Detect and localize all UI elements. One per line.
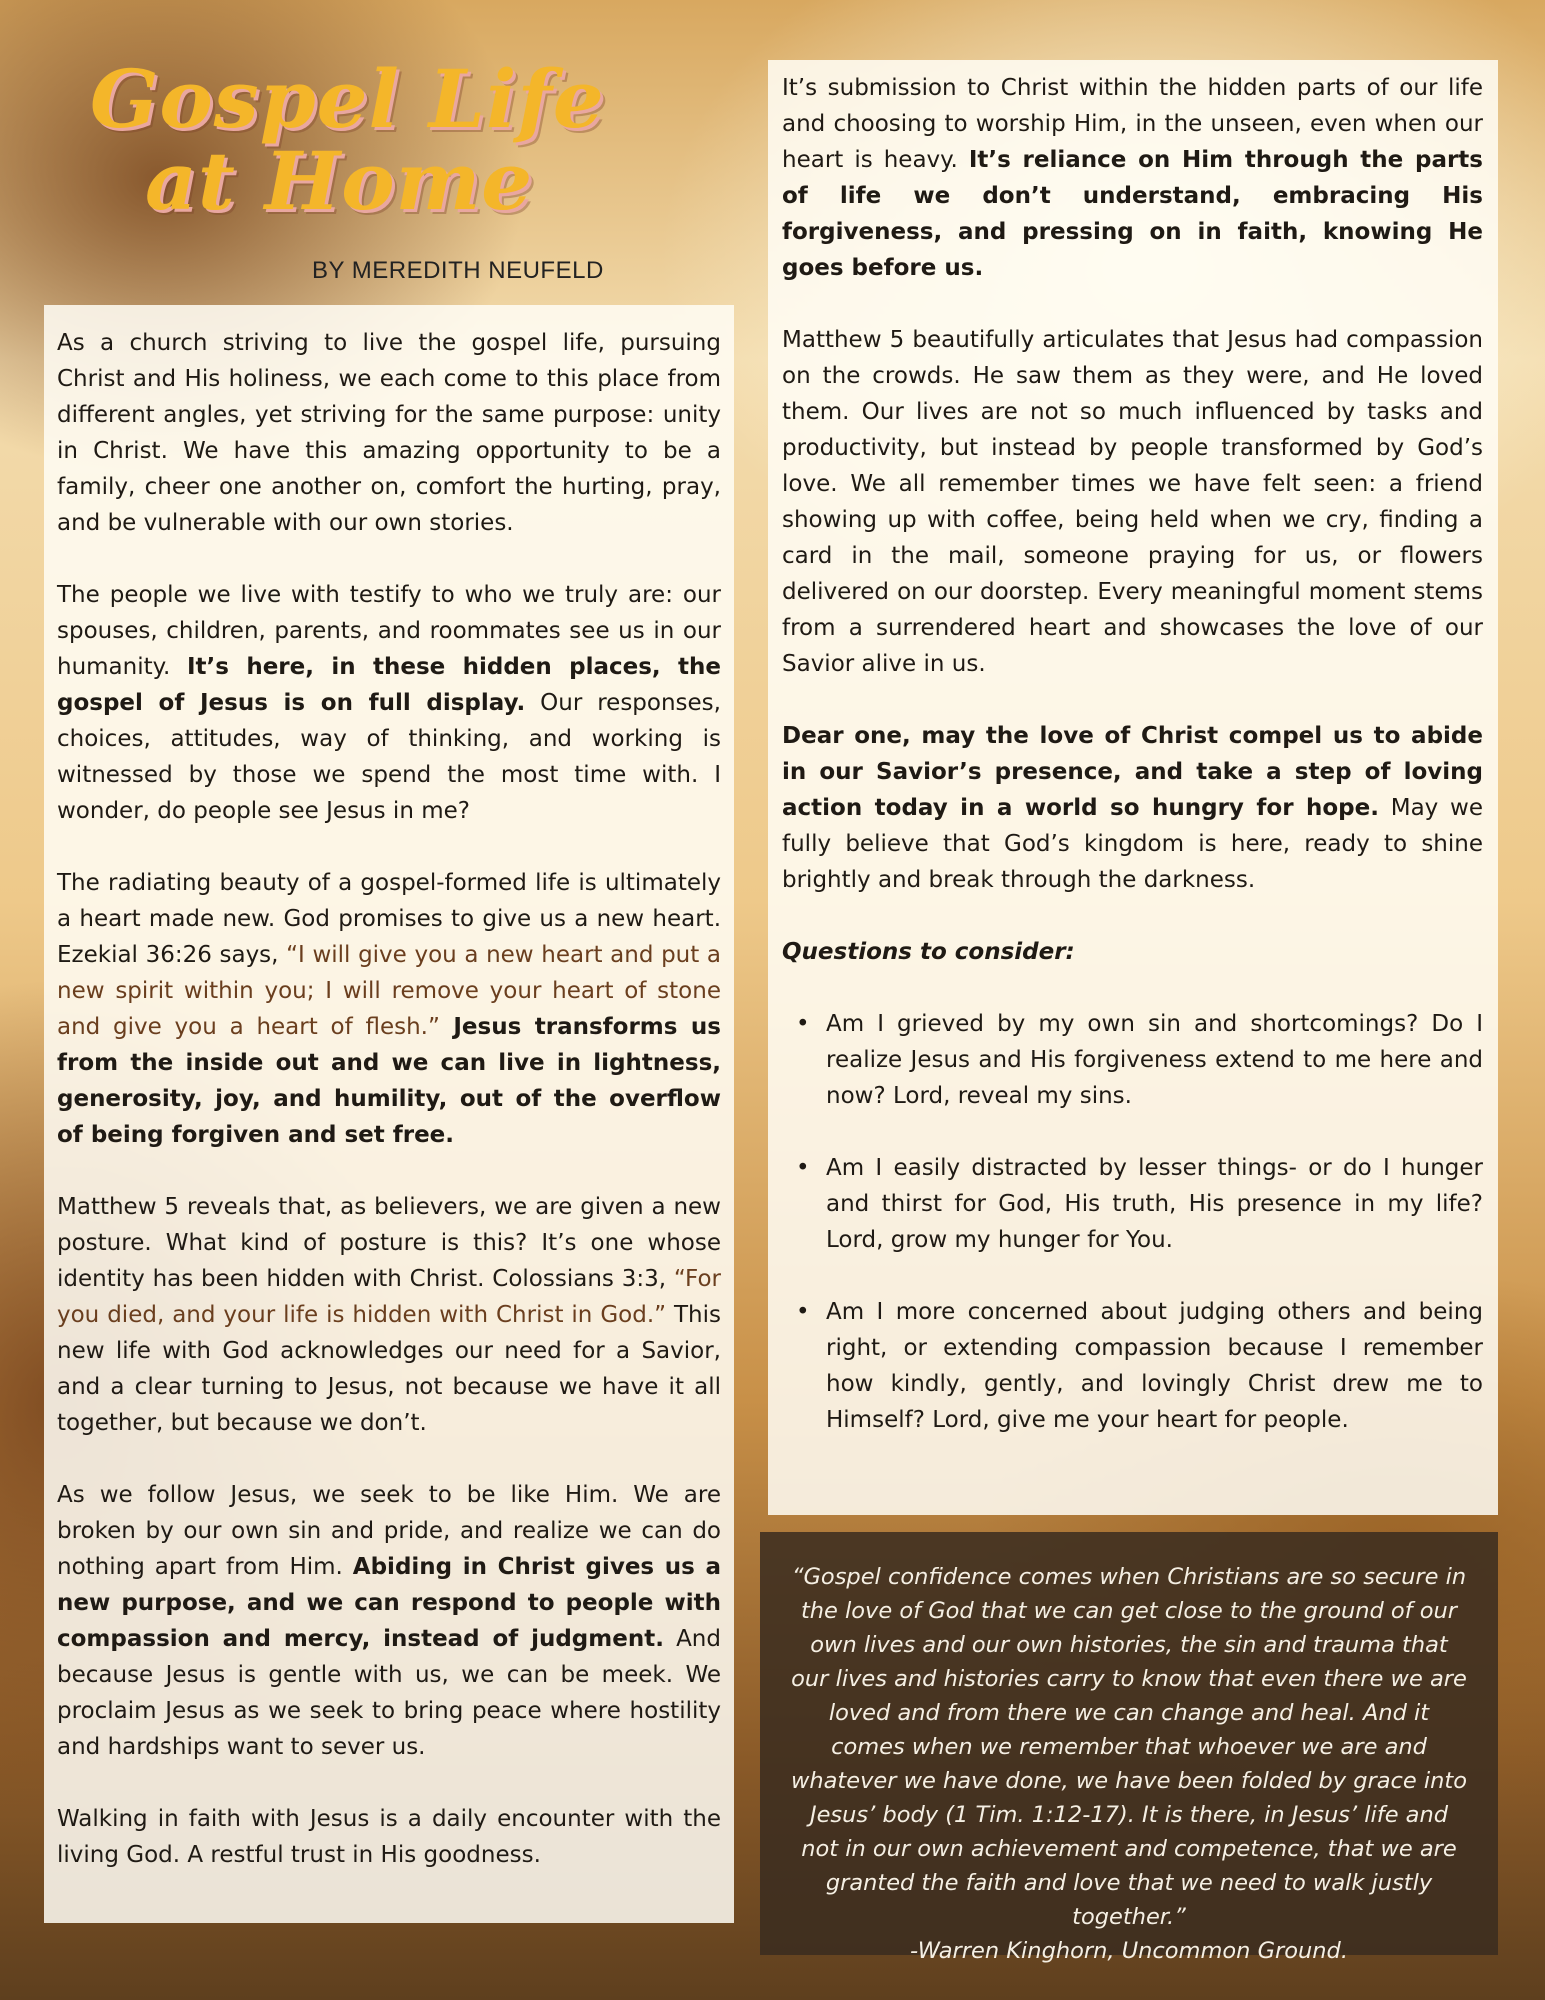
pull-quote [760,1532,1498,1964]
paragraph-5 [57,1477,721,1765]
pull-quote-citation: -Warren Kinghorn, Uncommon Ground. [910,1938,1348,1964]
paragraph-text: Matthew 5 reveals that, as believers, we are given a new posture. What kind of posture is this? It’s one whose identity has been hidden with Christ. Colossians 3:3, [57,1194,721,1292]
emphasis-text: It’s reliance on Him through the parts of life we don’t understand, embracing His forgiveness, and pressing on in faith, knowing He goes before us. [782,147,1483,281]
paragraph-text: This new life with God acknowledges our need for a Savior, and a clear turning to Jesus, not because we have it all together, but because we don’t. [57,1302,722,1436]
paragraph-text: It’s submission to Christ within the hidden parts of our life and choosing to worship Him, in the unseen, even when our heart is heavy. [782,75,1483,173]
pull-quote-text: “Gospel confidence comes when Christians are so secure in the love of God that we can get close to the ground of our own lives and our own histories, the sin and trauma that our lives and histories carry to know that even there we are loved and from there we can change and heal. And it comes when we remember that whoever we are and whatever we have done, we have been folded by grace into Jesus’ body (1 Tim. 1:12-17). It is there, in Jesus’ life and not in our own achievement and competence, that we are granted the faith and love that we need to walk justly together.” [790,1564,1468,1930]
paragraph-text: As we follow Jesus, we seek to be like Him. We are broken by our own sin and pride, and realize we can do nothing apart from Him. [57,1482,721,1580]
question-item: • Am I easily distracted by lesser things- or do I hunger and thirst for God, His truth, His presence in my life? Lord, grow my hunger for You. [826,1150,1483,1258]
paragraph-text: And because Jesus is gentle with us, we can be meek. We proclaim Jesus as we seek to bring peace where hostility and hardships want to sever us. [57,1626,721,1760]
paragraph-8 [782,322,1483,682]
right-column [768,60,1498,1515]
questions-list [782,1006,1483,1438]
emphasis-text: It’s here, in these hidden places, the gospel of Jesus is on full display. [57,654,721,716]
paragraph-text: May we fully believe that God’s kingdom is here, ready to shine brightly and break through the darkness. [782,795,1483,893]
paragraph-3 [57,865,721,1153]
paragraph-1 [57,325,721,541]
paragraph-text: The radiating beauty of a gospel-formed life is ultimately a heart made new. God promises to give us a new heart. Ezekial 36:26 says, [57,870,721,968]
scripture-quote: “For you died, and your life is hidden with Christ in God.” [57,1266,721,1328]
paragraph-text: Matthew 5 beautifully articulates that Jesus had compassion on the crowds. He saw them as they were, and He loved them. Our lives are not so much influenced by tasks and productivity, but instead by people transformed by God’s love. We all remember times we have felt seen: a friend showing up with coffee, being held when we cry, finding a card in the mail, someone praying for us, or flowers delivered on our doorstep. Every meaningful moment stems from a surrendered heart and showcases the love of our Savior alive in us. [782,327,1483,677]
paragraph-4 [57,1189,721,1441]
paragraph-9 [782,718,1483,898]
question-item: • Am I grieved by my own sin and shortcomings? Do I realize Jesus and His forgiveness extend to me here and now? Lord, reveal my sins. [826,1006,1483,1114]
paragraph-text: As a church striving to live the gospel life, pursuing Christ and His holiness, we each come to this place from different angles, yet striving for the same purpose: unity in Christ. We have this amazing opportunity to be a family, cheer one another on, comfort the hurting, pray, and be vulnerable with our own stories. [57,330,721,536]
byline: BY MEREDITH NEUFELD [312,257,604,284]
paragraph-7 [782,70,1483,286]
paragraph-text: Our responses, choices, attitudes, way of thinking, and working is witnessed by those we spend the most time with. I wonder, do people see Jesus in me? [57,690,721,824]
question-item: • Am I more concerned about judging others and being right, or extending compassion because I remember how kindly, gently, and lovingly Christ drew me to Himself? Lord, give me your heart for people. [826,1294,1483,1438]
title-line-2: at Home [145,134,534,228]
title-line-1: Gospel Life [90,52,605,146]
left-column [44,305,734,1923]
page-title [90,52,650,228]
paragraph-text: Walking in faith with Jesus is a daily encounter with the living God. A restful trust in His goodness. [57,1806,721,1868]
scripture-quote: “I will give you a new heart and put a new spirit within you; I will remove your heart of stone and give you a heart of flesh.” [57,942,721,1040]
paragraph-text: The people we live with testify to who we truly are: our spouses, children, parents, and roommates see us in our humanity. [57,582,721,680]
paragraph-6 [57,1801,721,1873]
emphasis-text: Jesus transforms us from the inside out and we can live in lightness, generosity, joy, and humility, out of the overflow of being forgiven and set free. [57,1014,721,1148]
title-block [90,52,650,258]
questions-heading: Questions to consider: [782,939,1075,965]
paragraph-2 [57,577,721,829]
emphasis-text: Abiding in Christ gives us a new purpose, and we can respond to people with compassion and mercy, instead of judgment. [57,1554,721,1652]
emphasis-text: Dear one, may the love of Christ compel us to abide in our Savior’s presence, and take a step of loving action today in a world so hungry for hope. [782,723,1483,821]
